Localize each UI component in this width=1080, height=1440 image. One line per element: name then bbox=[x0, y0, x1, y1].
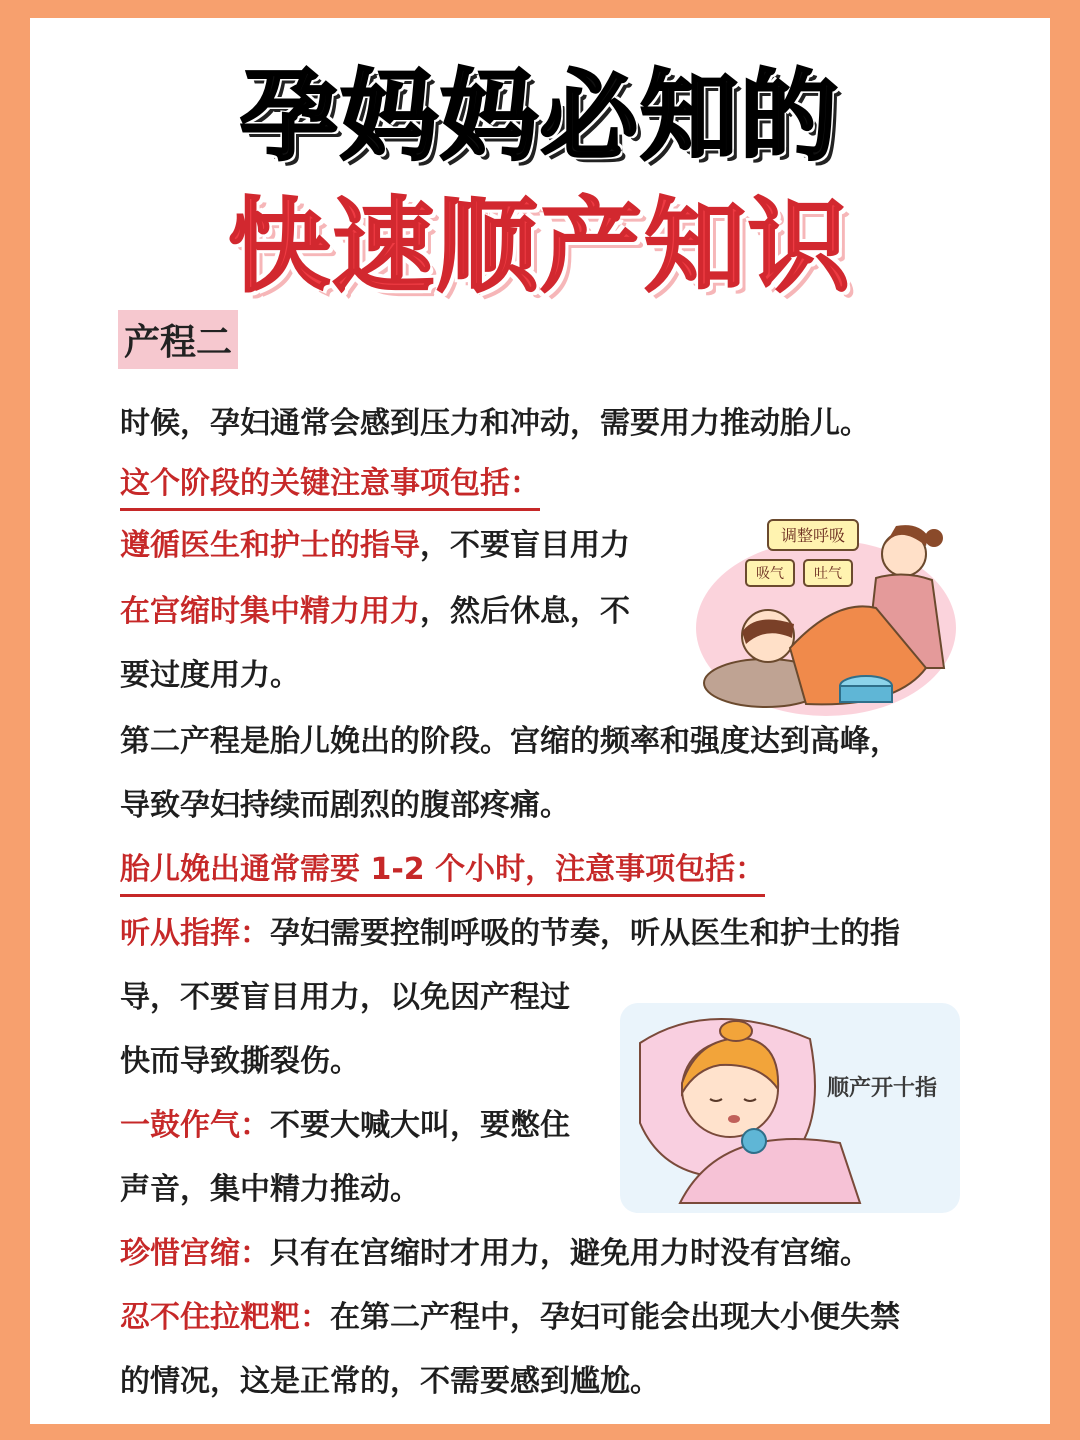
tip-2-rest: ，然后休息，不 bbox=[420, 594, 630, 629]
section1-heading: 这个阶段的关键注意事项包括： bbox=[120, 458, 540, 511]
tip-2-highlight: 在宫缩时集中精力用力 bbox=[120, 594, 420, 629]
item-3-text-1: 只有在宫缩时才用力，避免用力时没有宫缩。 bbox=[270, 1236, 870, 1271]
item-2-line-2: 声音，集中精力推动。 bbox=[120, 1172, 420, 1207]
sign-inhale: 吸气 bbox=[756, 566, 784, 582]
title-line-1: 孕妈妈必知的 bbox=[239, 60, 840, 174]
item-3-label: 珍惜宫缩： bbox=[120, 1236, 270, 1271]
intro-text: 时候，孕妇通常会感到压力和冲动，需要用力推动胎儿。 bbox=[120, 406, 870, 441]
section2-heading: 胎儿娩出通常需要 1-2 个小时，注意事项包括： bbox=[120, 844, 765, 897]
content-card bbox=[30, 18, 1050, 1424]
labor-illustration bbox=[696, 508, 976, 718]
item-3-line-1 bbox=[120, 1228, 870, 1272]
paragraph-2-line-1: 第二产程是胎儿娩出的阶段。宫缩的频率和强度达到高峰， bbox=[120, 724, 900, 759]
tip-1 bbox=[120, 520, 630, 564]
sign-adjust-breath: 调整呼吸 bbox=[780, 526, 846, 545]
item-4-label: 忍不住拉粑粑： bbox=[120, 1300, 330, 1335]
item-1-label: 听从指挥： bbox=[120, 916, 270, 951]
paragraph-2-line-2: 导致孕妇持续而剧烈的腹部疼痛。 bbox=[120, 788, 570, 823]
woman-in-bed-illustration bbox=[620, 1003, 960, 1213]
item-4-line-2: 的情况，这是正常的，不需要感到尴尬。 bbox=[120, 1364, 660, 1399]
tip-1-highlight: 遵循医生和护士的指导 bbox=[120, 528, 420, 563]
sign-exhale: 吐气 bbox=[814, 566, 842, 582]
item-2-text-1: 不要大喊大叫，要憋住 bbox=[270, 1108, 570, 1143]
illustration-caption: 顺产开十指 bbox=[826, 1076, 938, 1101]
item-1-line-3: 快而导致撕裂伤。 bbox=[120, 1044, 360, 1079]
tip-2-continued: 要过度用力。 bbox=[120, 658, 300, 693]
item-1-text-1: 孕妇需要控制呼吸的节奏，听从医生和护士的指 bbox=[270, 916, 900, 951]
item-2-line-1 bbox=[120, 1100, 570, 1144]
tip-1-rest: ，不要盲目用力 bbox=[420, 528, 630, 563]
item-2-label: 一鼓作气： bbox=[120, 1108, 270, 1143]
stage-tag: 产程二 bbox=[118, 310, 238, 369]
item-4-text-1: 在第二产程中，孕妇可能会出现大小便失禁 bbox=[330, 1300, 900, 1335]
item-1-line-2: 导，不要盲目用力，以免因产程过 bbox=[120, 980, 570, 1015]
tip-2 bbox=[120, 586, 630, 630]
title-line-2: 快速顺产知识 bbox=[228, 188, 852, 307]
item-4-line-1 bbox=[120, 1292, 900, 1336]
item-1-line-1 bbox=[120, 908, 900, 952]
